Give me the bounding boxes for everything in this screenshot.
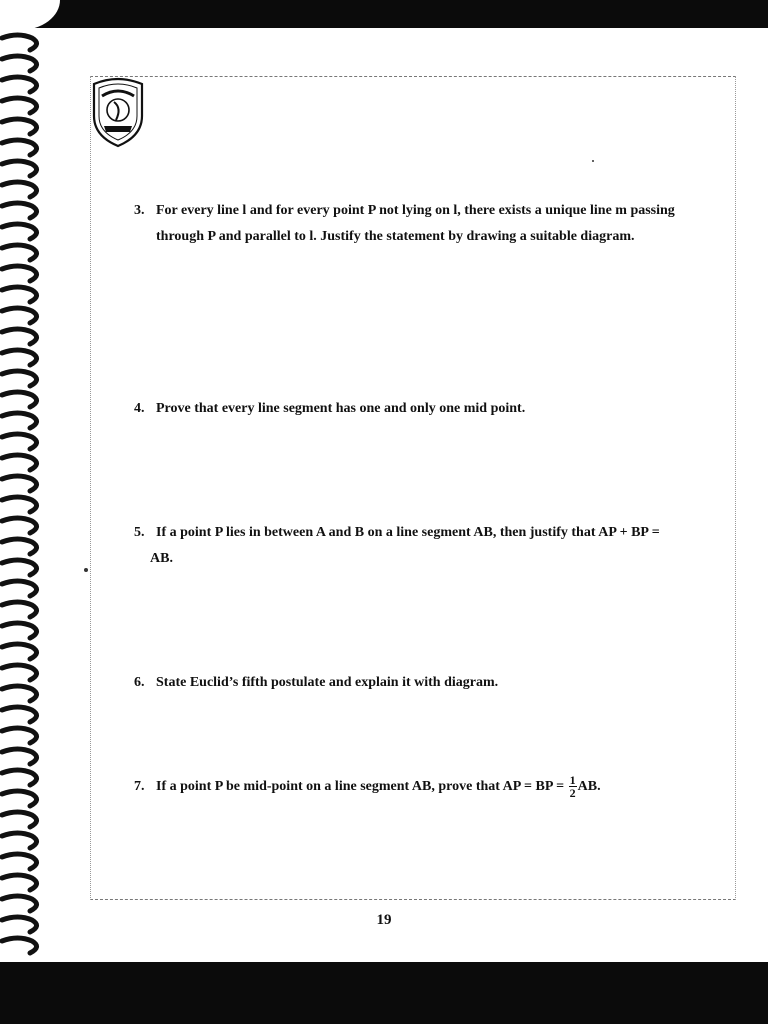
question-6 [134, 670, 734, 696]
spiral-coil [2, 833, 37, 848]
spiral-coil [2, 77, 37, 92]
spiral-coil [2, 665, 37, 680]
spiral-coils [0, 28, 60, 962]
spiral-coil [2, 602, 37, 617]
spiral-coil [2, 791, 37, 806]
spiral-coil [2, 497, 37, 512]
scan-speck [592, 160, 594, 162]
spiral-coil [2, 455, 37, 470]
spiral-coil [2, 728, 37, 743]
scan-top-edge [0, 0, 768, 28]
question-text: State Euclid’s fifth postulate and explain it with diagram. [156, 675, 499, 690]
scan-bottom-edge [0, 962, 768, 1024]
question-text: For every line l and for every point P not lying on l, there exists a unique line m passing [156, 203, 675, 218]
spiral-coil [2, 119, 37, 134]
spiral-coil [2, 896, 37, 911]
question-3 [134, 198, 734, 250]
question-number: 3. [134, 203, 145, 218]
spiral-coil [2, 203, 37, 218]
question-number: 5. [134, 525, 145, 540]
question-7 [134, 774, 734, 800]
spiral-coil [2, 350, 37, 365]
spiral-coil [2, 770, 37, 785]
spiral-coil [2, 245, 37, 260]
page-number: 19 [376, 912, 392, 928]
spiral-coil [2, 413, 37, 428]
question-number: 4. [134, 401, 145, 416]
scan-speck [84, 568, 88, 572]
spiral-coil [2, 308, 37, 323]
question-4 [134, 396, 734, 422]
spiral-coil [2, 875, 37, 890]
spiral-coil [2, 56, 37, 71]
spiral-coil [2, 224, 37, 239]
spiral-coil [2, 161, 37, 176]
spiral-coil [2, 434, 37, 449]
spiral-coil [2, 518, 37, 533]
spiral-coil [2, 182, 37, 197]
spiral-coil [2, 140, 37, 155]
spiral-coil [2, 707, 37, 722]
spiral-coil [2, 287, 37, 302]
question-text-continued: through P and parallel to l. Justify the statement by drawing a suitable diagram. [156, 229, 635, 244]
spiral-coil [2, 392, 37, 407]
spiral-coil [2, 644, 37, 659]
question-text: If a point P be mid-point on a line segment AB, prove that AP = BP = [156, 779, 565, 794]
spiral-coil [2, 812, 37, 827]
school-crest-icon [88, 76, 148, 148]
spiral-coil [2, 35, 37, 50]
question-number: 6. [134, 675, 145, 690]
spiral-coil [2, 686, 37, 701]
fraction-one-half [569, 774, 577, 799]
spiral-coil [2, 476, 37, 491]
spiral-coil [2, 581, 37, 596]
spiral-coil [2, 266, 37, 281]
spiral-coil [2, 539, 37, 554]
spiral-coil [2, 560, 37, 575]
spiral-coil [2, 98, 37, 113]
fraction-denominator: 2 [569, 786, 576, 801]
spiral-coil [2, 938, 37, 953]
spiral-coil [2, 623, 37, 638]
spiral-coil [2, 371, 37, 386]
spiral-coil [2, 749, 37, 764]
spiral-coil [2, 854, 37, 869]
question-number: 7. [134, 779, 145, 794]
question-text-end: AB. [577, 779, 601, 794]
question-text-continued: AB. [150, 551, 173, 566]
question-text: Prove that every line segment has one and only one mid point. [156, 401, 526, 416]
spiral-coil [2, 329, 37, 344]
spiral-binding [0, 28, 60, 962]
fraction-numerator: 1 [569, 773, 576, 788]
question-text: If a point P lies in between A and B on a line segment AB, then justify that AP + BP = [156, 525, 660, 540]
question-5 [134, 520, 734, 572]
